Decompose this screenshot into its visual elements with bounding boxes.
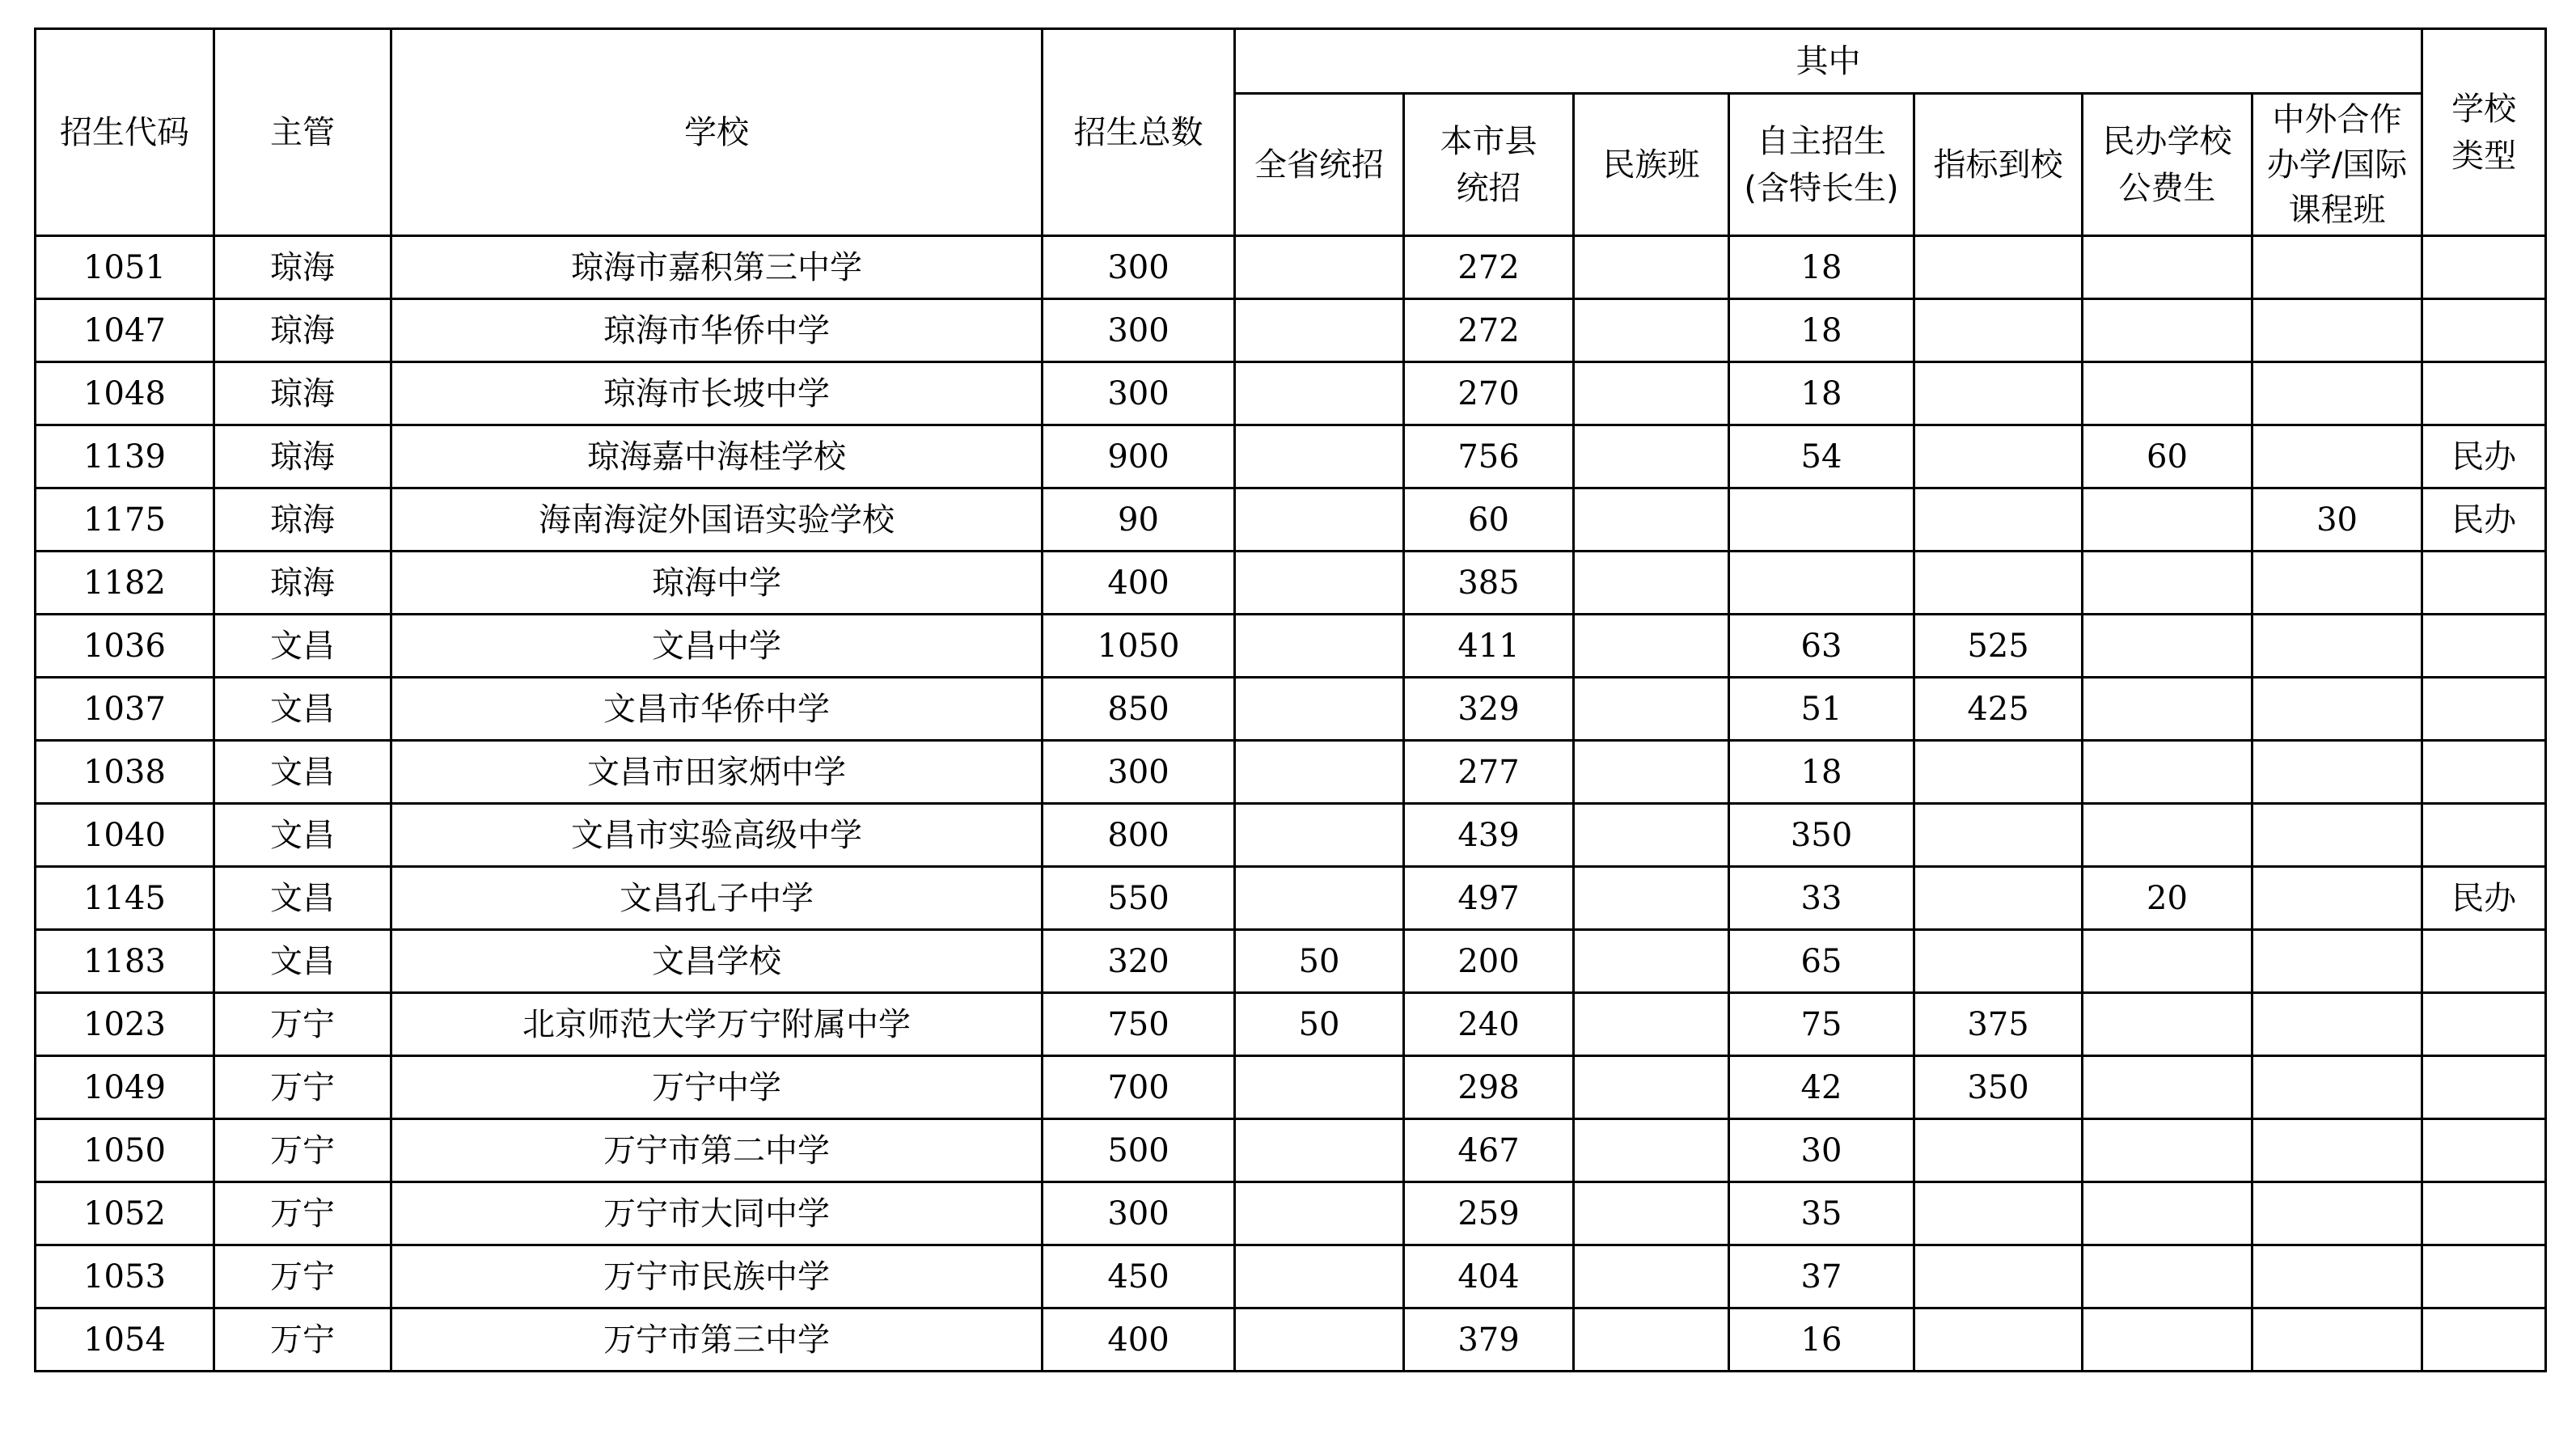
cell-independent bbox=[1729, 488, 1914, 552]
cell-code: 1054 bbox=[36, 1308, 214, 1372]
header-school-type: 学校 类型 bbox=[2422, 29, 2546, 236]
cell-provincial bbox=[1235, 362, 1404, 425]
cell-city-county: 272 bbox=[1404, 236, 1574, 299]
cell-provincial: 50 bbox=[1235, 930, 1404, 993]
cell-quota bbox=[1914, 804, 2083, 867]
cell-school: 海南海淀外国语实验学校 bbox=[391, 488, 1043, 552]
cell-independent: 51 bbox=[1729, 678, 1914, 741]
cell-school-type bbox=[2422, 1308, 2546, 1372]
cell-private-public bbox=[2083, 678, 2252, 741]
cell-city-county: 756 bbox=[1404, 425, 1574, 488]
table-row bbox=[36, 1119, 2546, 1182]
cell-quota bbox=[1914, 867, 2083, 930]
cell-code: 1023 bbox=[36, 993, 214, 1056]
cell-total: 400 bbox=[1043, 1308, 1235, 1372]
cell-authority: 琼海 bbox=[214, 299, 391, 362]
header-school: 学校 bbox=[391, 29, 1043, 236]
cell-intl bbox=[2252, 867, 2422, 930]
cell-intl bbox=[2252, 1119, 2422, 1182]
table-row bbox=[36, 930, 2546, 993]
cell-intl bbox=[2252, 930, 2422, 993]
cell-intl bbox=[2252, 993, 2422, 1056]
cell-school: 万宁市第三中学 bbox=[391, 1308, 1043, 1372]
cell-authority: 琼海 bbox=[214, 552, 391, 615]
cell-independent: 18 bbox=[1729, 741, 1914, 804]
cell-independent: 35 bbox=[1729, 1182, 1914, 1245]
cell-intl bbox=[2252, 804, 2422, 867]
cell-intl bbox=[2252, 741, 2422, 804]
table-row bbox=[36, 993, 2546, 1056]
cell-school-type: 民办 bbox=[2422, 867, 2546, 930]
cell-ethnic bbox=[1574, 1056, 1729, 1119]
cell-private-public bbox=[2083, 741, 2252, 804]
cell-private-public bbox=[2083, 993, 2252, 1056]
cell-authority: 文昌 bbox=[214, 804, 391, 867]
cell-total: 700 bbox=[1043, 1056, 1235, 1119]
cell-city-county: 60 bbox=[1404, 488, 1574, 552]
cell-independent: 16 bbox=[1729, 1308, 1914, 1372]
table-row bbox=[36, 1182, 2546, 1245]
header-group-breakdown: 其中 bbox=[1235, 29, 2422, 94]
cell-ethnic bbox=[1574, 1182, 1729, 1245]
cell-ethnic bbox=[1574, 425, 1729, 488]
cell-school-type bbox=[2422, 615, 2546, 678]
cell-city-county: 467 bbox=[1404, 1119, 1574, 1182]
cell-ethnic bbox=[1574, 741, 1729, 804]
table-row bbox=[36, 488, 2546, 552]
cell-city-county: 272 bbox=[1404, 299, 1574, 362]
cell-school-type bbox=[2422, 741, 2546, 804]
cell-independent: 350 bbox=[1729, 804, 1914, 867]
cell-intl bbox=[2252, 236, 2422, 299]
cell-authority: 文昌 bbox=[214, 930, 391, 993]
cell-quota bbox=[1914, 236, 2083, 299]
cell-total: 300 bbox=[1043, 299, 1235, 362]
cell-authority: 万宁 bbox=[214, 993, 391, 1056]
cell-provincial bbox=[1235, 867, 1404, 930]
cell-ethnic bbox=[1574, 615, 1729, 678]
cell-code: 1050 bbox=[36, 1119, 214, 1182]
cell-school-type: 民办 bbox=[2422, 488, 2546, 552]
cell-intl bbox=[2252, 1056, 2422, 1119]
cell-city-county: 385 bbox=[1404, 552, 1574, 615]
cell-ethnic bbox=[1574, 1245, 1729, 1308]
cell-intl bbox=[2252, 678, 2422, 741]
cell-school-type bbox=[2422, 236, 2546, 299]
header-intl: 中外合作 办学/国际 课程班 bbox=[2252, 94, 2422, 236]
header-quota: 指标到校 bbox=[1914, 94, 2083, 236]
cell-private-public bbox=[2083, 552, 2252, 615]
cell-ethnic bbox=[1574, 362, 1729, 425]
cell-school: 万宁市大同中学 bbox=[391, 1182, 1043, 1245]
cell-quota bbox=[1914, 488, 2083, 552]
cell-intl bbox=[2252, 1182, 2422, 1245]
cell-code: 1053 bbox=[36, 1245, 214, 1308]
cell-independent: 18 bbox=[1729, 362, 1914, 425]
cell-total: 550 bbox=[1043, 867, 1235, 930]
cell-school-type bbox=[2422, 362, 2546, 425]
cell-school-type bbox=[2422, 993, 2546, 1056]
cell-private-public bbox=[2083, 362, 2252, 425]
cell-city-county: 411 bbox=[1404, 615, 1574, 678]
cell-school: 琼海市嘉积第三中学 bbox=[391, 236, 1043, 299]
cell-code: 1049 bbox=[36, 1056, 214, 1119]
cell-provincial bbox=[1235, 1245, 1404, 1308]
cell-city-county: 270 bbox=[1404, 362, 1574, 425]
cell-intl bbox=[2252, 1308, 2422, 1372]
cell-city-county: 298 bbox=[1404, 1056, 1574, 1119]
cell-private-public bbox=[2083, 804, 2252, 867]
cell-quota bbox=[1914, 741, 2083, 804]
cell-provincial bbox=[1235, 488, 1404, 552]
cell-school-type bbox=[2422, 1182, 2546, 1245]
cell-authority: 文昌 bbox=[214, 741, 391, 804]
cell-school-type bbox=[2422, 1056, 2546, 1119]
cell-total: 800 bbox=[1043, 804, 1235, 867]
cell-private-public bbox=[2083, 930, 2252, 993]
cell-provincial bbox=[1235, 299, 1404, 362]
cell-city-county: 329 bbox=[1404, 678, 1574, 741]
header-total: 招生总数 bbox=[1043, 29, 1235, 236]
cell-private-public: 60 bbox=[2083, 425, 2252, 488]
header-independent: 自主招生 (含特长生) bbox=[1729, 94, 1914, 236]
cell-provincial bbox=[1235, 1119, 1404, 1182]
cell-total: 90 bbox=[1043, 488, 1235, 552]
cell-school: 文昌市华侨中学 bbox=[391, 678, 1043, 741]
cell-school: 文昌中学 bbox=[391, 615, 1043, 678]
table-row bbox=[36, 867, 2546, 930]
cell-provincial bbox=[1235, 1056, 1404, 1119]
table-row bbox=[36, 615, 2546, 678]
cell-code: 1047 bbox=[36, 299, 214, 362]
header-private-public: 民办学校 公费生 bbox=[2083, 94, 2252, 236]
cell-quota bbox=[1914, 425, 2083, 488]
cell-total: 300 bbox=[1043, 1182, 1235, 1245]
cell-quota bbox=[1914, 1182, 2083, 1245]
cell-ethnic bbox=[1574, 236, 1729, 299]
cell-school-type bbox=[2422, 804, 2546, 867]
cell-school: 琼海市长坡中学 bbox=[391, 362, 1043, 425]
cell-school: 琼海嘉中海桂学校 bbox=[391, 425, 1043, 488]
cell-code: 1139 bbox=[36, 425, 214, 488]
cell-school: 文昌市田家炳中学 bbox=[391, 741, 1043, 804]
table-row bbox=[36, 552, 2546, 615]
cell-ethnic bbox=[1574, 867, 1729, 930]
cell-quota bbox=[1914, 930, 2083, 993]
cell-private-public bbox=[2083, 236, 2252, 299]
cell-city-county: 200 bbox=[1404, 930, 1574, 993]
cell-authority: 文昌 bbox=[214, 867, 391, 930]
table-row bbox=[36, 362, 2546, 425]
cell-independent: 37 bbox=[1729, 1245, 1914, 1308]
cell-school-type bbox=[2422, 678, 2546, 741]
cell-total: 300 bbox=[1043, 236, 1235, 299]
cell-intl bbox=[2252, 425, 2422, 488]
cell-independent: 18 bbox=[1729, 299, 1914, 362]
cell-ethnic bbox=[1574, 930, 1729, 993]
cell-independent: 75 bbox=[1729, 993, 1914, 1056]
cell-quota bbox=[1914, 299, 2083, 362]
cell-quota bbox=[1914, 1119, 2083, 1182]
cell-private-public bbox=[2083, 299, 2252, 362]
header-row-top bbox=[36, 29, 2546, 94]
cell-authority: 琼海 bbox=[214, 488, 391, 552]
cell-independent: 30 bbox=[1729, 1119, 1914, 1182]
table-row bbox=[36, 425, 2546, 488]
table-row bbox=[36, 299, 2546, 362]
cell-ethnic bbox=[1574, 678, 1729, 741]
cell-authority: 万宁 bbox=[214, 1308, 391, 1372]
cell-code: 1040 bbox=[36, 804, 214, 867]
cell-independent: 63 bbox=[1729, 615, 1914, 678]
cell-code: 1175 bbox=[36, 488, 214, 552]
cell-ethnic bbox=[1574, 552, 1729, 615]
cell-provincial bbox=[1235, 678, 1404, 741]
cell-ethnic bbox=[1574, 993, 1729, 1056]
cell-provincial bbox=[1235, 552, 1404, 615]
cell-city-county: 240 bbox=[1404, 993, 1574, 1056]
cell-city-county: 277 bbox=[1404, 741, 1574, 804]
cell-private-public bbox=[2083, 1308, 2252, 1372]
cell-independent: 54 bbox=[1729, 425, 1914, 488]
cell-private-public bbox=[2083, 1119, 2252, 1182]
header-authority: 主管 bbox=[214, 29, 391, 236]
cell-school-type: 民办 bbox=[2422, 425, 2546, 488]
cell-city-county: 404 bbox=[1404, 1245, 1574, 1308]
cell-code: 1051 bbox=[36, 236, 214, 299]
cell-school: 文昌市实验高级中学 bbox=[391, 804, 1043, 867]
cell-code: 1036 bbox=[36, 615, 214, 678]
cell-quota bbox=[1914, 362, 2083, 425]
cell-ethnic bbox=[1574, 488, 1729, 552]
table-row bbox=[36, 236, 2546, 299]
cell-provincial bbox=[1235, 1182, 1404, 1245]
header-city-county: 本市县 统招 bbox=[1404, 94, 1574, 236]
cell-school-type bbox=[2422, 552, 2546, 615]
cell-private-public bbox=[2083, 488, 2252, 552]
cell-school: 万宁中学 bbox=[391, 1056, 1043, 1119]
cell-city-county: 379 bbox=[1404, 1308, 1574, 1372]
cell-code: 1038 bbox=[36, 741, 214, 804]
cell-authority: 万宁 bbox=[214, 1245, 391, 1308]
cell-school: 文昌孔子中学 bbox=[391, 867, 1043, 930]
cell-intl bbox=[2252, 362, 2422, 425]
cell-code: 1182 bbox=[36, 552, 214, 615]
cell-code: 1048 bbox=[36, 362, 214, 425]
cell-school-type bbox=[2422, 1119, 2546, 1182]
cell-total: 1050 bbox=[1043, 615, 1235, 678]
table-row bbox=[36, 804, 2546, 867]
cell-school-type bbox=[2422, 1245, 2546, 1308]
cell-quota: 525 bbox=[1914, 615, 2083, 678]
cell-private-public bbox=[2083, 1182, 2252, 1245]
cell-code: 1145 bbox=[36, 867, 214, 930]
table-row bbox=[36, 1056, 2546, 1119]
cell-authority: 文昌 bbox=[214, 678, 391, 741]
cell-provincial bbox=[1235, 236, 1404, 299]
cell-school-type bbox=[2422, 299, 2546, 362]
cell-total: 400 bbox=[1043, 552, 1235, 615]
cell-authority: 万宁 bbox=[214, 1056, 391, 1119]
cell-ethnic bbox=[1574, 299, 1729, 362]
cell-private-public bbox=[2083, 1056, 2252, 1119]
enrollment-table bbox=[34, 27, 2547, 1372]
cell-quota: 375 bbox=[1914, 993, 2083, 1056]
cell-ethnic bbox=[1574, 1119, 1729, 1182]
table-body bbox=[36, 236, 2546, 1372]
cell-quota bbox=[1914, 1308, 2083, 1372]
cell-authority: 琼海 bbox=[214, 362, 391, 425]
cell-authority: 文昌 bbox=[214, 615, 391, 678]
cell-independent: 18 bbox=[1729, 236, 1914, 299]
cell-school: 文昌学校 bbox=[391, 930, 1043, 993]
cell-intl bbox=[2252, 615, 2422, 678]
cell-intl bbox=[2252, 552, 2422, 615]
cell-authority: 万宁 bbox=[214, 1182, 391, 1245]
cell-city-county: 497 bbox=[1404, 867, 1574, 930]
cell-total: 750 bbox=[1043, 993, 1235, 1056]
cell-total: 900 bbox=[1043, 425, 1235, 488]
header-code: 招生代码 bbox=[36, 29, 214, 236]
cell-ethnic bbox=[1574, 1308, 1729, 1372]
cell-independent: 33 bbox=[1729, 867, 1914, 930]
header-provincial: 全省统招 bbox=[1235, 94, 1404, 236]
cell-quota bbox=[1914, 552, 2083, 615]
cell-quota bbox=[1914, 1245, 2083, 1308]
cell-code: 1037 bbox=[36, 678, 214, 741]
cell-code: 1052 bbox=[36, 1182, 214, 1245]
table-row bbox=[36, 741, 2546, 804]
cell-authority: 琼海 bbox=[214, 425, 391, 488]
cell-total: 850 bbox=[1043, 678, 1235, 741]
cell-school: 琼海市华侨中学 bbox=[391, 299, 1043, 362]
cell-provincial bbox=[1235, 615, 1404, 678]
cell-authority: 琼海 bbox=[214, 236, 391, 299]
cell-authority: 万宁 bbox=[214, 1119, 391, 1182]
cell-private-public bbox=[2083, 615, 2252, 678]
cell-independent: 65 bbox=[1729, 930, 1914, 993]
cell-intl: 30 bbox=[2252, 488, 2422, 552]
cell-private-public bbox=[2083, 1245, 2252, 1308]
cell-school: 北京师范大学万宁附属中学 bbox=[391, 993, 1043, 1056]
cell-city-county: 439 bbox=[1404, 804, 1574, 867]
cell-independent bbox=[1729, 552, 1914, 615]
cell-school: 万宁市民族中学 bbox=[391, 1245, 1043, 1308]
table-row bbox=[36, 1308, 2546, 1372]
cell-provincial bbox=[1235, 741, 1404, 804]
cell-quota: 425 bbox=[1914, 678, 2083, 741]
cell-total: 300 bbox=[1043, 741, 1235, 804]
cell-quota: 350 bbox=[1914, 1056, 2083, 1119]
cell-school: 万宁市第二中学 bbox=[391, 1119, 1043, 1182]
cell-private-public: 20 bbox=[2083, 867, 2252, 930]
cell-total: 450 bbox=[1043, 1245, 1235, 1308]
header-ethnic: 民族班 bbox=[1574, 94, 1729, 236]
cell-independent: 42 bbox=[1729, 1056, 1914, 1119]
cell-total: 320 bbox=[1043, 930, 1235, 993]
cell-provincial bbox=[1235, 804, 1404, 867]
cell-intl bbox=[2252, 1245, 2422, 1308]
cell-provincial: 50 bbox=[1235, 993, 1404, 1056]
cell-intl bbox=[2252, 299, 2422, 362]
cell-provincial bbox=[1235, 1308, 1404, 1372]
table-row bbox=[36, 678, 2546, 741]
cell-ethnic bbox=[1574, 804, 1729, 867]
cell-school: 琼海中学 bbox=[391, 552, 1043, 615]
cell-code: 1183 bbox=[36, 930, 214, 993]
cell-school-type bbox=[2422, 930, 2546, 993]
cell-total: 500 bbox=[1043, 1119, 1235, 1182]
cell-total: 300 bbox=[1043, 362, 1235, 425]
cell-city-county: 259 bbox=[1404, 1182, 1574, 1245]
cell-provincial bbox=[1235, 425, 1404, 488]
table-row bbox=[36, 1245, 2546, 1308]
